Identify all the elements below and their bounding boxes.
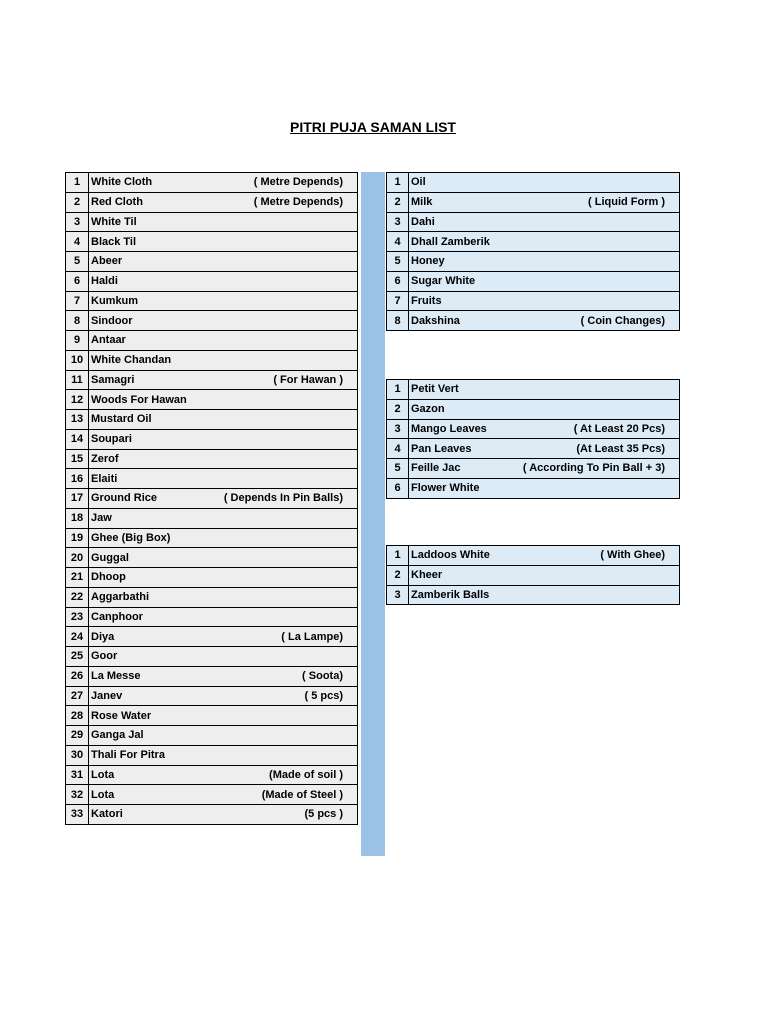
right-item-table-3 (386, 545, 680, 605)
item-cell (89, 449, 358, 469)
item-note: (Made of Steel ) (261, 788, 343, 801)
item-cell (409, 419, 680, 439)
item-cell (409, 478, 680, 498)
item-cell (89, 805, 358, 825)
item-number: 9 (66, 331, 89, 351)
item-number: 21 (66, 568, 89, 588)
item-cell (89, 350, 358, 370)
item-name: Thali For Pitra (91, 749, 165, 762)
item-cell (89, 331, 358, 351)
item-cell (409, 232, 680, 252)
item-number: 1 (387, 546, 409, 566)
item-name: Samagri (91, 373, 135, 386)
item-cell (89, 666, 358, 686)
table-row (66, 587, 358, 607)
item-cell (89, 607, 358, 627)
item-name: Black Til (91, 235, 137, 248)
item-number: 14 (66, 429, 89, 449)
item-cell (89, 627, 358, 647)
item-name: Mango Leaves (411, 422, 487, 435)
table-row (387, 232, 680, 252)
item-cell (409, 585, 680, 605)
table-row (387, 419, 680, 439)
item-number: 10 (66, 350, 89, 370)
item-cell (89, 173, 358, 193)
item-name: Kumkum (91, 294, 139, 307)
table-row (66, 745, 358, 765)
item-name: Antaar (91, 334, 126, 347)
item-name: Fruits (411, 294, 442, 307)
item-name: Abeer (91, 255, 123, 268)
item-number: 27 (66, 686, 89, 706)
item-name: Mustard Oil (91, 413, 152, 426)
table-row (387, 311, 680, 331)
item-number: 20 (66, 548, 89, 568)
item-cell (89, 785, 358, 805)
item-cell (409, 291, 680, 311)
item-name: Kheer (411, 569, 443, 582)
column-separator (361, 172, 385, 856)
item-cell (89, 765, 358, 785)
table-row (66, 785, 358, 805)
item-number: 25 (66, 647, 89, 667)
item-name: Zamberik Balls (411, 588, 490, 601)
item-name: Pan Leaves (411, 442, 472, 455)
item-name: Haldi (91, 275, 118, 288)
table-row (66, 666, 358, 686)
item-name: Sindoor (91, 314, 133, 327)
item-name: Gazon (411, 403, 445, 416)
table-row (66, 390, 358, 410)
item-cell (89, 429, 358, 449)
item-cell (409, 399, 680, 419)
item-cell (409, 546, 680, 566)
item-note: (At Least 35 Pcs) (576, 442, 665, 455)
item-note: ( Soota) (302, 670, 343, 683)
item-number: 4 (66, 232, 89, 252)
item-name: Canphoor (91, 610, 143, 623)
item-cell (89, 469, 358, 489)
table-row (387, 478, 680, 498)
item-number: 3 (387, 585, 409, 605)
item-name: Jaw (91, 512, 112, 525)
item-name: White Chandan (91, 354, 172, 367)
item-number: 4 (387, 232, 409, 252)
item-name: Flower White (411, 482, 480, 495)
item-note: ( According To Pin Ball + 3) (522, 462, 665, 475)
item-name: Petit Vert (411, 383, 459, 396)
table-row (387, 399, 680, 419)
table-row (387, 252, 680, 272)
table-row (66, 429, 358, 449)
item-name: Dakshina (411, 314, 460, 327)
item-name: Dhoop (91, 571, 126, 584)
item-cell (409, 271, 680, 291)
table-row (66, 607, 358, 627)
table-row (387, 585, 680, 605)
item-number: 28 (66, 706, 89, 726)
item-name: Honey (411, 255, 445, 268)
table-row (66, 647, 358, 667)
item-number: 5 (66, 252, 89, 272)
item-name: Aggarbathi (91, 591, 150, 604)
table-row (387, 212, 680, 232)
item-cell (409, 173, 680, 193)
table-row (66, 508, 358, 528)
item-cell (89, 548, 358, 568)
item-cell (89, 647, 358, 667)
item-number: 30 (66, 745, 89, 765)
item-number: 2 (66, 192, 89, 212)
right-item-table-1 (386, 172, 680, 331)
table-row (66, 212, 358, 232)
table-row (66, 627, 358, 647)
item-note: ( At Least 20 Pcs) (573, 422, 665, 435)
item-number: 1 (387, 380, 409, 400)
item-number: 31 (66, 765, 89, 785)
item-number: 17 (66, 489, 89, 509)
item-number: 7 (66, 291, 89, 311)
item-number: 3 (387, 419, 409, 439)
item-number: 1 (66, 173, 89, 193)
item-number: 3 (66, 212, 89, 232)
item-note: ( Coin Changes) (580, 314, 665, 327)
item-number: 6 (387, 478, 409, 498)
table-row (66, 706, 358, 726)
item-name: Ghee (Big Box) (91, 531, 171, 544)
item-cell (409, 459, 680, 479)
item-cell (89, 271, 358, 291)
item-cell (409, 192, 680, 212)
item-number: 26 (66, 666, 89, 686)
item-cell (89, 232, 358, 252)
item-number: 2 (387, 192, 409, 212)
item-cell (409, 212, 680, 232)
table-row (66, 410, 358, 430)
table-row (66, 805, 358, 825)
item-cell (89, 212, 358, 232)
item-cell (89, 686, 358, 706)
item-name: Ground Rice (91, 492, 158, 505)
item-number: 19 (66, 528, 89, 548)
item-note: ( Metre Depends) (253, 176, 343, 189)
table-row (66, 350, 358, 370)
item-cell (89, 311, 358, 331)
item-name: Woods For Hawan (91, 393, 187, 406)
item-note: ( 5 pcs) (304, 689, 343, 702)
right-item-table-2 (386, 379, 680, 499)
item-name: Ganga Jal (91, 729, 144, 742)
item-number: 6 (66, 271, 89, 291)
item-name: Dhall Zamberik (411, 235, 490, 248)
item-name: Milk (411, 196, 433, 209)
table-row (66, 232, 358, 252)
item-name: Katori (91, 808, 123, 821)
table-row (66, 291, 358, 311)
item-name: Sugar White (411, 275, 476, 288)
table-row (66, 311, 358, 331)
item-cell (409, 565, 680, 585)
item-cell (89, 192, 358, 212)
item-number: 16 (66, 469, 89, 489)
table-row (387, 271, 680, 291)
item-number: 2 (387, 565, 409, 585)
item-number: 5 (387, 252, 409, 272)
item-name: Laddoos White (411, 549, 490, 562)
item-number: 24 (66, 627, 89, 647)
item-cell (89, 489, 358, 509)
item-name: Soupari (91, 433, 132, 446)
table-row (66, 469, 358, 489)
table-row (66, 173, 358, 193)
item-number: 11 (66, 370, 89, 390)
item-number: 5 (387, 459, 409, 479)
item-number: 1 (387, 173, 409, 193)
item-cell (89, 568, 358, 588)
table-row (66, 331, 358, 351)
item-note: ( For Hawan ) (273, 373, 343, 386)
item-name: White Til (91, 215, 137, 228)
table-row (66, 528, 358, 548)
item-cell (89, 706, 358, 726)
item-note: ( Depends In Pin Balls) (223, 492, 343, 505)
item-name: La Messe (91, 670, 141, 683)
item-name: Goor (91, 650, 118, 663)
item-name: Zerof (91, 452, 119, 465)
item-cell (89, 390, 358, 410)
table-row (387, 459, 680, 479)
item-name: Dahi (411, 215, 435, 228)
table-row (387, 192, 680, 212)
table-row (387, 565, 680, 585)
item-number: 12 (66, 390, 89, 410)
item-name: Elaiti (91, 472, 118, 485)
table-row (66, 192, 358, 212)
table-row (66, 489, 358, 509)
item-cell (409, 252, 680, 272)
item-number: 15 (66, 449, 89, 469)
item-cell (409, 439, 680, 459)
item-cell (89, 410, 358, 430)
item-note: ( Metre Depends) (253, 196, 343, 209)
item-name: Lota (91, 788, 115, 801)
item-note: ( With Ghee) (600, 549, 665, 562)
item-number: 23 (66, 607, 89, 627)
item-number: 33 (66, 805, 89, 825)
item-number: 13 (66, 410, 89, 430)
item-name: Feille Jac (411, 462, 461, 475)
item-number: 32 (66, 785, 89, 805)
table-row (66, 686, 358, 706)
table-row (66, 568, 358, 588)
item-name: Guggal (91, 551, 129, 564)
item-number: 4 (387, 439, 409, 459)
item-cell (89, 370, 358, 390)
table-row (387, 173, 680, 193)
table-row (66, 765, 358, 785)
table-row (387, 546, 680, 566)
item-number: 18 (66, 508, 89, 528)
item-note: (5 pcs ) (304, 808, 343, 821)
item-number: 3 (387, 212, 409, 232)
item-cell (89, 291, 358, 311)
item-note: ( Liquid Form ) (588, 196, 665, 209)
table-row (66, 271, 358, 291)
item-number: 7 (387, 291, 409, 311)
item-name: Oil (411, 176, 426, 189)
table-row (66, 548, 358, 568)
item-number: 6 (387, 271, 409, 291)
item-cell (409, 311, 680, 331)
item-note: ( La Lampe) (281, 630, 343, 643)
table-row (66, 370, 358, 390)
item-cell (89, 252, 358, 272)
table-row (387, 380, 680, 400)
item-name: Rose Water (91, 709, 152, 722)
table-row (66, 726, 358, 746)
table-row (387, 291, 680, 311)
page-title: PITRI PUJA SAMAN LIST (290, 119, 456, 135)
item-name: Diya (91, 630, 115, 643)
item-number: 2 (387, 399, 409, 419)
item-note: (Made of soil ) (269, 768, 343, 781)
item-name: Janev (91, 689, 123, 702)
table-row (66, 252, 358, 272)
left-item-table (65, 172, 358, 825)
item-name: White Cloth (91, 176, 153, 189)
item-cell (89, 745, 358, 765)
item-cell (89, 726, 358, 746)
item-number: 29 (66, 726, 89, 746)
table-row (66, 449, 358, 469)
item-number: 8 (66, 311, 89, 331)
item-cell (409, 380, 680, 400)
item-cell (89, 587, 358, 607)
item-number: 8 (387, 311, 409, 331)
item-number: 22 (66, 587, 89, 607)
table-row (387, 439, 680, 459)
item-cell (89, 508, 358, 528)
item-name: Lota (91, 768, 115, 781)
item-cell (89, 528, 358, 548)
item-name: Red Cloth (91, 196, 143, 209)
